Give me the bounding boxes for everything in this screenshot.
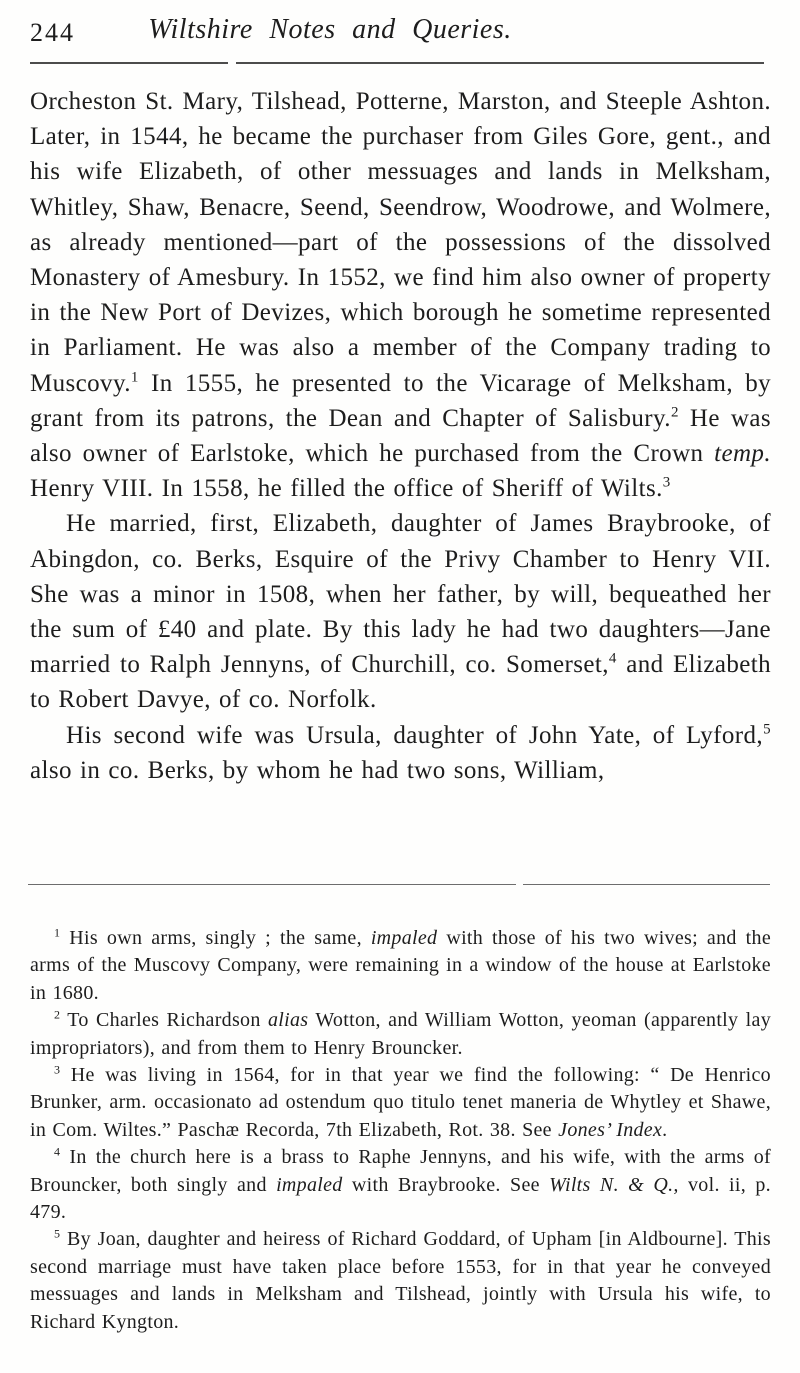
text-run: vol. ii, p. 479. bbox=[30, 1173, 771, 1224]
footnote-separator bbox=[28, 884, 770, 885]
running-title: Wiltshire Notes and Queries. bbox=[148, 14, 512, 45]
footnote-marker: 1 bbox=[130, 369, 139, 386]
footnote bbox=[30, 1226, 771, 1336]
text-run: impaled bbox=[276, 1173, 343, 1196]
page-number: 244 bbox=[30, 18, 75, 47]
footnote-marker: 1 bbox=[54, 925, 61, 940]
text-run: Wotton, and William Wotton, yeoman (apparently lay impropriators), and from them to Henry Brouncker. bbox=[30, 1009, 772, 1059]
footnote-separator-left-segment bbox=[28, 884, 516, 885]
footnote-marker: 4 bbox=[54, 1144, 61, 1159]
text-run: Orcheston St. Mary, Tilshead, Potterne, Marston, and Steeple Ashton. Later, in 1544, he became the purchaser from Giles Gore, gent., and his wife Elizabeth, of other messuages and lands in Melksham, Whitley, Shaw, Benacre, Seend, Seendrow, Woodrowe, and Wolmere, as already mentioned—part of the possessions of the dissolved Monastery of Amesbury. In 1552, we find him also owner of property in the New Port of Devizes, which borough he sometime represented in Parliament. He was also a member of the Company trading to Muscovy. bbox=[30, 88, 771, 397]
body-paragraph bbox=[30, 506, 771, 717]
footnote-marker: 3 bbox=[54, 1062, 61, 1077]
text-run: Henry VIII. In 1558, he filled the office of Sheriff of Wilts. bbox=[30, 475, 663, 503]
header-rule bbox=[30, 62, 764, 64]
text-run: Wilts N. & Q., bbox=[549, 1173, 679, 1196]
text-run: In the church here is a brass to Raphe Jennyns, and his wife, with the arms of Brouncker, both singly and bbox=[30, 1146, 771, 1196]
footnote bbox=[30, 1144, 771, 1226]
text-run: His own arms, singly ; the same, bbox=[60, 927, 371, 949]
footnote-marker: 2 bbox=[54, 1007, 61, 1022]
text-run: He was also owner of Earlstoke, which he purchased from the Crown bbox=[30, 404, 771, 468]
text-run: . bbox=[662, 1118, 668, 1141]
footnote bbox=[30, 1062, 771, 1144]
text-run: He married, first, Elizabeth, daughter of James Braybrooke, of Abingdon, co. Berks, Esquire of the Privy Chamber to Henry VII. She was a minor in 1508, when her father, by will, bequeathed her the sum of £40 and plate. By this lady he had two daughters—Jane married to Ralph Jennyns, of Churchill, co. Somerset, bbox=[30, 510, 771, 679]
header-rule-left-segment bbox=[30, 62, 228, 64]
text-run: By Joan, daughter and heiress of Richard Goddard, of Upham [in Aldbourne]. This second marriage must have taken place before 1553, for in that year he conveyed messuages and lands in Melksham and Tilshead, jointly with Ursula his wife, to Richard Kyngton. bbox=[30, 1228, 771, 1333]
footnotes-section bbox=[30, 925, 771, 1336]
text-run: temp. bbox=[714, 440, 771, 468]
footnote bbox=[30, 925, 771, 1007]
text-run: In 1555, he presented to the Vicarage of Melksham, by grant from its patrons, the Dean and Chapter of Salisbury. bbox=[30, 369, 771, 432]
footnote-marker: 2 bbox=[670, 404, 679, 421]
text-run: and Elizabeth to Robert Davye, of co. Norfolk. bbox=[30, 651, 771, 714]
footnote-marker: 5 bbox=[763, 721, 771, 738]
text-run: His second wife was Ursula, daughter of John Yate, of Lyford, bbox=[66, 721, 764, 749]
header-rule-right-segment bbox=[236, 62, 764, 64]
text-run: also in co. Berks, by whom he had two sons, William, bbox=[30, 756, 605, 784]
footnote bbox=[30, 1007, 771, 1062]
text-run: He was living in 1564, for in that year we find the following: “ De Henrico Brunker, arm. occasionato ad ostendum quo titulo tenet maneria de Whytley et Shawe, in Com. Wiltes.” Paschæ Recorda, 7th Elizabeth, Rot. 38. See bbox=[30, 1064, 771, 1141]
footnote-marker: 5 bbox=[54, 1226, 61, 1241]
text-run: alias bbox=[267, 1009, 309, 1032]
text-run: Jones’ Index bbox=[558, 1118, 663, 1141]
body-text bbox=[30, 84, 771, 788]
footnote-marker: 3 bbox=[662, 474, 671, 491]
body-paragraph bbox=[30, 84, 771, 506]
text-run: with those of his two wives; and the arms of the Muscovy Company, were remaining in a window of the house at Earlstoke in 1680. bbox=[30, 927, 771, 1004]
text-run: impaled bbox=[370, 927, 438, 949]
body-paragraph bbox=[30, 718, 771, 788]
text-run: with Braybrooke. See bbox=[342, 1173, 550, 1196]
footnote-marker: 4 bbox=[608, 650, 617, 667]
footnote-separator-right-segment bbox=[523, 884, 770, 885]
text-run: To Charles Richardson bbox=[60, 1009, 268, 1032]
